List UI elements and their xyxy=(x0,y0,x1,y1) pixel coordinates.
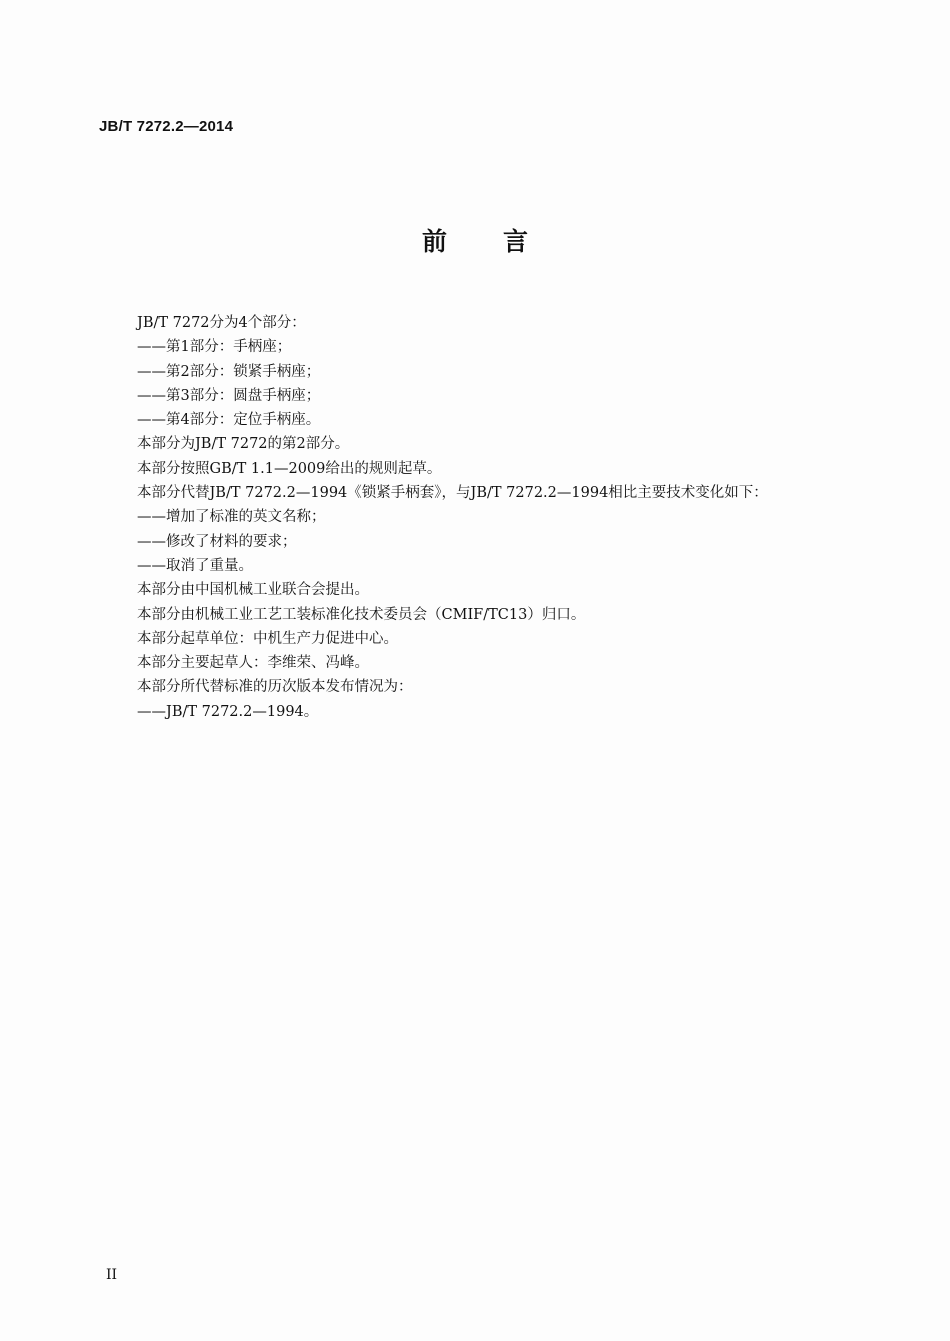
text-line: ——第4部分：定位手柄座。 xyxy=(137,412,321,429)
text-line: ——取消了重量。 xyxy=(137,557,253,574)
text-line: 本部分按照GB/T 1.1—2009给出的规则起草。 xyxy=(137,460,442,477)
text-line: JB/T 7272分为4个部分： xyxy=(137,315,306,331)
page-title: 前言 xyxy=(421,227,584,256)
foreword-body xyxy=(137,311,837,724)
standard-number: JB/T 7272.2—2014 xyxy=(99,118,234,135)
text-line: 本部分起草单位：中机生产力促进中心。 xyxy=(137,630,398,647)
text-line: 本部分主要起草人：李维荣、冯峰。 xyxy=(137,655,369,672)
text-line: ——JB/T 7272.2—1994。 xyxy=(137,703,319,720)
text-line: ——第1部分：手柄座； xyxy=(137,339,292,356)
text-line: 本部分由机械工业工艺工装标准化技术委员会（CMIF/TC13）归口。 xyxy=(137,606,586,623)
text-line: ——增加了标准的英文名称； xyxy=(137,509,326,526)
text-line: ——第3部分：圆盘手柄座； xyxy=(137,387,321,404)
text-line: 本部分所代替标准的历次版本发布情况为： xyxy=(137,679,413,696)
text-line: 本部分代替JB/T 7272.2—1994《锁紧手柄套》，与JB/T 7272.2—1994相比主要技术变化如下： xyxy=(137,485,768,502)
text-line: 本部分由中国机械工业联合会提出。 xyxy=(137,582,369,599)
text-line: ——修改了材料的要求； xyxy=(137,533,297,550)
text-line: 本部分为JB/T 7272的第2部分。 xyxy=(137,436,350,453)
text-line: ——第2部分：锁紧手柄座； xyxy=(137,363,321,380)
page-number: II xyxy=(106,1267,118,1283)
